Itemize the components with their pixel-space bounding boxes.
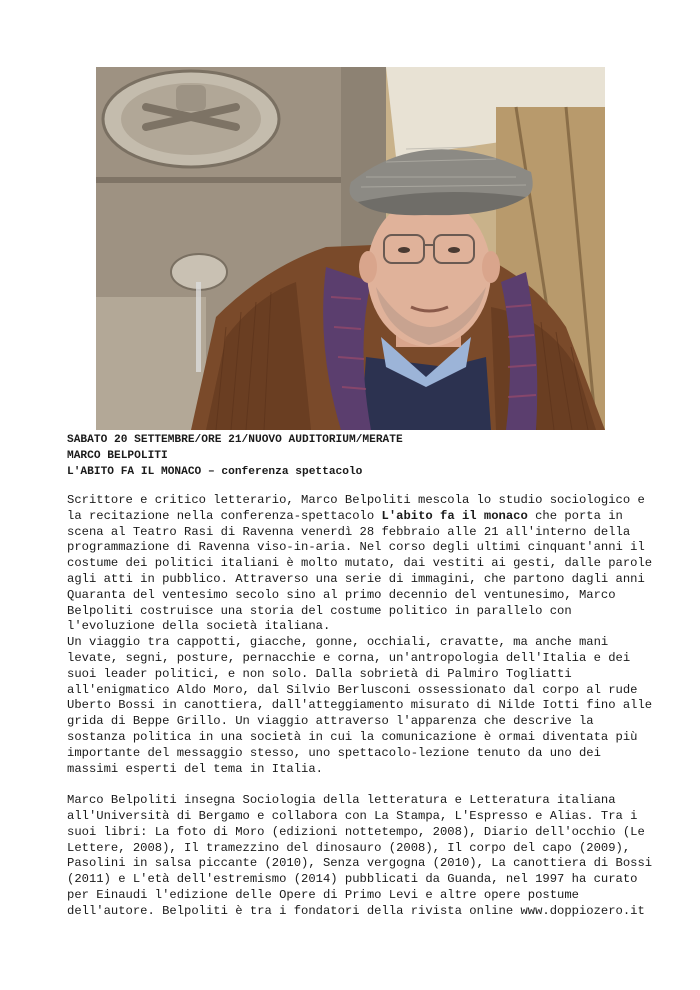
text-line: Un viaggio tra cappotti, giacche, gonne, occhiali, cravatte, ma anche mani — [67, 635, 609, 650]
event-date-venue: SABATO 20 SETTEMBRE/ORE 21/NUOVO AUDITORIUM/MERATE — [67, 434, 403, 446]
text-line: all'Università di Bergamo e collabora con La Stampa, L'Espresso e Alias. Tra i — [67, 808, 638, 823]
text-line: Quaranta del ventesimo secolo sino al primo decennio del ventunesimo, Marco — [67, 587, 616, 602]
text-line: sostanza politica in una società in cui la comunicazione è ormai diventata più — [67, 729, 638, 744]
article-body — [67, 493, 657, 920]
text-line: l'evoluzione della società italiana. — [67, 619, 331, 634]
text-line — [67, 509, 657, 525]
text-line: dell'autore. Belpoliti è tra i fondatori della rivista online www.doppiozero.it — [67, 903, 645, 918]
text-line: programmazione di Ravenna viso-in-aria. Nel corso degli ultimi cinquant'anni il — [67, 540, 645, 555]
text-line: Scrittore e critico letterario, Marco Belpoliti mescola lo studio sociologico e — [67, 493, 645, 507]
event-title: L'ABITO FA IL MONACO – conferenza spettacolo — [67, 466, 363, 478]
text-line: grida di Beppe Grillo. Un viaggio attraverso l'apparenza che descrive la — [67, 714, 594, 729]
text-span: la recitazione nella conferenza-spettacolo — [67, 508, 382, 523]
text-line: massimi esperti del tema in Italia. — [67, 761, 323, 776]
text-line: Uberto Bossi in canottiera, dall'atteggiamento misurato di Nilde Iotti fino alle — [67, 698, 653, 713]
paragraph-gap — [67, 777, 657, 793]
text-line: scena al Teatro Rasi di Ravenna venerdì 28 febbraio alle 21 all'interno della — [67, 524, 631, 539]
speaker-name: MARCO BELPOLITI — [67, 450, 168, 462]
event-header — [67, 432, 647, 480]
text-line: Marco Belpoliti insegna Sociologia della letteratura e Letteratura italiana — [67, 793, 616, 808]
paragraph-description — [67, 493, 657, 777]
text-line: costume dei politici italiani è molto mutato, dai vestiti ai gesti, dalle parole — [67, 556, 653, 571]
text-line: Belpoliti costruisce una storia del costume politico in parallelo con — [67, 603, 572, 618]
text-line: suoi leader politici, e non solo. Dalla sobrietà di Palmiro Togliatti — [67, 666, 572, 681]
text-line: levate, segni, posture, pernacchie e corna, un'antropologia dell'Italia e dei — [67, 650, 631, 665]
paragraph-biography — [67, 793, 657, 919]
text-line: all'enigmatico Aldo Moro, dal Silvio Berlusconi ossessionato dal corpo al rude — [67, 682, 638, 697]
text-line: agli atti in pubblico. Attraverso una serie di immagini, che partono dagli anni — [67, 571, 645, 586]
show-title-bold: L'abito fa il monaco — [381, 508, 528, 523]
author-photo — [96, 67, 605, 430]
text-line: per Einaudi l'edizione delle Opere di Primo Levi e altre opere postume — [67, 887, 579, 902]
text-span: che porta in — [527, 508, 623, 523]
text-line: (2011) e L'età dell'estremismo (2014) pubblicati da Guanda, nel 1997 ha curato — [67, 872, 638, 887]
text-line: Lettere, 2008), Il tramezzino del dinosauro (2008), Il corpo del capo (2009), — [67, 840, 631, 855]
text-line: Pasolini in salsa piccante (2010), Senza vergogna (2010), La canottiera di Bossi — [67, 856, 653, 871]
text-line: suoi libri: La foto di Moro (edizioni nottetempo, 2008), Diario dell'occhio (Le — [67, 824, 645, 839]
text-line: importante del messaggio stesso, uno spettacolo-lezione tenuto da uno dei — [67, 745, 601, 760]
